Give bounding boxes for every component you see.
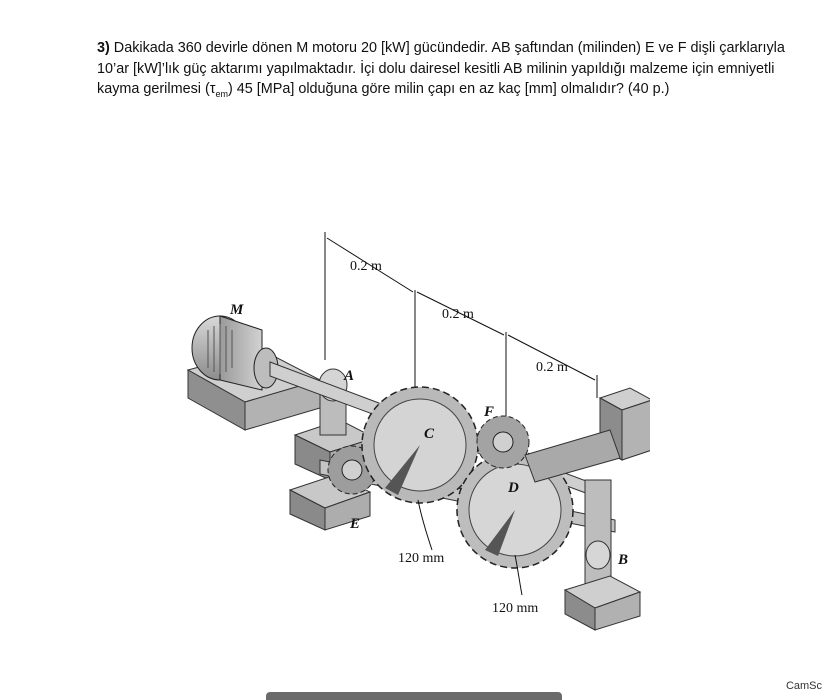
gear-f [477, 416, 529, 468]
label-a: A [344, 368, 355, 384]
home-indicator-bar[interactable] [266, 692, 562, 700]
gear-c [362, 387, 478, 503]
label-c: C [424, 426, 435, 442]
dim-label-1: 0.2 m [350, 259, 382, 274]
radius-label-d: 120 mm [492, 601, 539, 616]
label-e: E [350, 516, 361, 532]
label-d: D [508, 480, 519, 496]
problem-statement [97, 38, 787, 100]
bearing-b [565, 480, 640, 630]
problem-number: 3) [97, 40, 110, 56]
label-f: F [484, 404, 495, 420]
problem-text-2: ) 45 [MPa] olduğuna göre milin çapı en az kaç [mm] olmalıdır? (40 p.) [227, 81, 670, 97]
scanner-watermark: CamSc [785, 680, 822, 692]
label-b: B [618, 552, 629, 568]
label-m: M [230, 302, 244, 318]
shaft-gear-figure [170, 220, 650, 640]
tau-subscript: em [215, 88, 228, 99]
dim-label-2: 0.2 m [442, 307, 474, 322]
right-support-block [525, 388, 650, 482]
dim-label-3: 0.2 m [536, 360, 568, 375]
radius-label-c: 120 mm [398, 551, 445, 566]
problem-text-1: Dakikada 360 devirle dönen M motoru 20 [kW] gücündedir. AB şaftından (milinden) E ve F dişli çarklarıyla 10’ar [kW]’lık güç aktarımı yapılmaktadır. İçi dolu dairesel kesitli AB milinin yapıldığı malzeme için emniyetli kayma gerilmesi (τ [97, 40, 785, 97]
